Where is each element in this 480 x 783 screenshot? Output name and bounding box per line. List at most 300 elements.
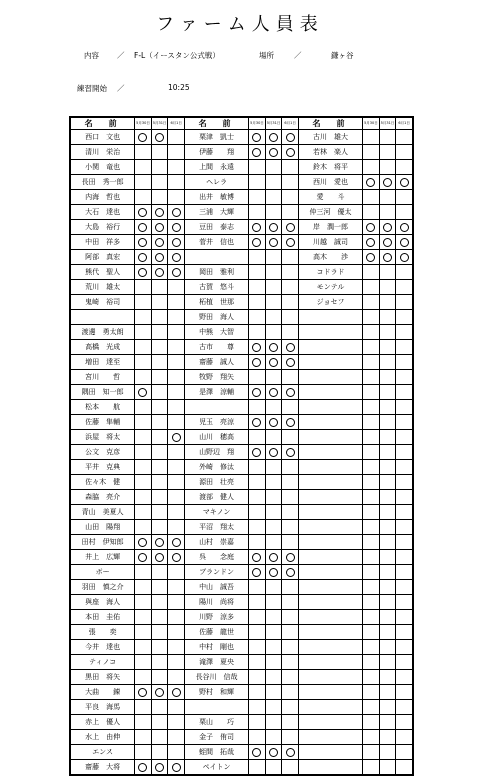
attendance-cell (249, 235, 266, 250)
attendance-cell (249, 745, 266, 760)
attendance-cell (282, 580, 299, 595)
attendance-cell (151, 700, 168, 715)
attendance-cell (151, 745, 168, 760)
attendance-cell (249, 340, 266, 355)
attendance-cell (265, 220, 282, 235)
attendance-cell (396, 220, 413, 235)
date-header: 6月1日 (282, 118, 299, 130)
attendance-circle-icon (366, 223, 375, 232)
player-name: 出井 敏博 (184, 190, 248, 205)
player-name: 外崎 修汰 (184, 460, 248, 475)
attendance-cell (396, 685, 413, 700)
table-row (71, 430, 413, 445)
attendance-cell (363, 370, 380, 385)
attendance-cell (282, 610, 299, 625)
attendance-circle-icon (286, 343, 295, 352)
attendance-cell (363, 535, 380, 550)
attendance-cell (282, 235, 299, 250)
attendance-cell (379, 760, 396, 775)
attendance-cell (282, 265, 299, 280)
attendance-cell (396, 610, 413, 625)
attendance-cell (151, 295, 168, 310)
table-row (71, 145, 413, 160)
table-row (71, 475, 413, 490)
attendance-circle-icon (138, 208, 147, 217)
player-name: 伊藤 翔 (184, 145, 248, 160)
attendance-cell (379, 250, 396, 265)
attendance-cell (151, 505, 168, 520)
attendance-circle-icon (269, 418, 278, 427)
player-name: ペイトン (184, 760, 248, 775)
attendance-cell (379, 160, 396, 175)
place-value: 鎌ヶ谷 (331, 51, 354, 60)
attendance-cell (265, 490, 282, 505)
player-name (298, 745, 362, 760)
attendance-cell (135, 235, 152, 250)
attendance-cell (249, 400, 266, 415)
table-row (71, 340, 413, 355)
attendance-cell (282, 670, 299, 685)
table-row (71, 565, 413, 580)
attendance-circle-icon (252, 418, 261, 427)
attendance-cell (249, 355, 266, 370)
attendance-cell (265, 280, 282, 295)
attendance-cell (249, 640, 266, 655)
attendance-cell (363, 445, 380, 460)
attendance-cell (168, 490, 185, 505)
attendance-cell (282, 445, 299, 460)
player-name (71, 310, 135, 325)
attendance-cell (151, 640, 168, 655)
player-name: 齋藤 誠人 (184, 355, 248, 370)
attendance-cell (282, 160, 299, 175)
player-name: ボー (71, 565, 135, 580)
attendance-cell (282, 415, 299, 430)
player-name (298, 700, 362, 715)
attendance-circle-icon (252, 388, 261, 397)
attendance-cell (135, 355, 152, 370)
attendance-cell (379, 415, 396, 430)
attendance-cell (151, 265, 168, 280)
player-name: エンス (71, 745, 135, 760)
attendance-circle-icon (269, 748, 278, 757)
attendance-circle-icon (155, 253, 164, 262)
attendance-cell (363, 640, 380, 655)
attendance-cell (168, 220, 185, 235)
attendance-cell (135, 580, 152, 595)
attendance-cell (249, 475, 266, 490)
player-name: ブランドン (184, 565, 248, 580)
attendance-cell (135, 490, 152, 505)
attendance-cell (282, 220, 299, 235)
attendance-cell (396, 160, 413, 175)
attendance-cell (135, 715, 152, 730)
player-name (298, 760, 362, 775)
attendance-cell (379, 730, 396, 745)
attendance-cell (151, 310, 168, 325)
player-name: 西川 愛也 (298, 175, 362, 190)
attendance-cell (379, 340, 396, 355)
attendance-cell (363, 430, 380, 445)
attendance-circle-icon (155, 763, 164, 772)
player-name: 今井 達也 (71, 640, 135, 655)
player-name: 山野辺 翔 (184, 445, 248, 460)
attendance-cell (265, 235, 282, 250)
attendance-cell (363, 190, 380, 205)
attendance-cell (135, 385, 152, 400)
table-row (71, 550, 413, 565)
attendance-cell (396, 625, 413, 640)
player-name: 野村 和輝 (184, 685, 248, 700)
attendance-cell (396, 595, 413, 610)
attendance-cell (265, 400, 282, 415)
player-name: 愛 斗 (298, 190, 362, 205)
attendance-cell (282, 595, 299, 610)
attendance-cell (135, 520, 152, 535)
attendance-cell (265, 385, 282, 400)
attendance-cell (135, 430, 152, 445)
player-name (298, 550, 362, 565)
player-name (298, 370, 362, 385)
attendance-cell (265, 340, 282, 355)
attendance-cell (135, 145, 152, 160)
player-name: 陽川 尚将 (184, 595, 248, 610)
player-name: 渡邊 勇太朗 (71, 325, 135, 340)
attendance-cell (265, 430, 282, 445)
player-name (298, 325, 362, 340)
attendance-cell (151, 490, 168, 505)
attendance-cell (168, 160, 185, 175)
attendance-cell (265, 415, 282, 430)
table-row (71, 205, 413, 220)
attendance-cell (396, 325, 413, 340)
table-row (71, 385, 413, 400)
attendance-circle-icon (269, 568, 278, 577)
table-row (71, 220, 413, 235)
player-name: 鬼崎 裕司 (71, 295, 135, 310)
attendance-cell (249, 670, 266, 685)
attendance-cell (168, 670, 185, 685)
player-name: 高木 渉 (298, 250, 362, 265)
attendance-circle-icon (155, 133, 164, 142)
player-name: 岡田 雅利 (184, 265, 248, 280)
player-name: 野田 海人 (184, 310, 248, 325)
player-name: 中村 剛也 (184, 640, 248, 655)
attendance-cell (249, 415, 266, 430)
attendance-cell (363, 745, 380, 760)
attendance-cell (249, 280, 266, 295)
attendance-circle-icon (252, 148, 261, 157)
attendance-circle-icon (286, 448, 295, 457)
attendance-circle-icon (172, 223, 181, 232)
attendance-circle-icon (138, 133, 147, 142)
player-name: 岸 潤一郎 (298, 220, 362, 235)
player-name: 熊代 聖人 (71, 265, 135, 280)
attendance-cell (135, 445, 152, 460)
attendance-cell (396, 430, 413, 445)
attendance-cell (168, 190, 185, 205)
content-value: F-L（イースタン公式戦） (134, 51, 220, 60)
table-row (71, 295, 413, 310)
attendance-circle-icon (366, 253, 375, 262)
date-header: 5月30日 (249, 118, 266, 130)
player-name: 公文 克彦 (71, 445, 135, 460)
attendance-cell (282, 640, 299, 655)
table-row (71, 610, 413, 625)
attendance-cell (379, 535, 396, 550)
attendance-circle-icon (286, 148, 295, 157)
attendance-cell (135, 700, 152, 715)
player-name (298, 730, 362, 745)
attendance-cell (168, 340, 185, 355)
player-name (298, 520, 362, 535)
attendance-cell (135, 340, 152, 355)
attendance-circle-icon (286, 238, 295, 247)
attendance-cell (379, 610, 396, 625)
table-row (71, 460, 413, 475)
attendance-cell (396, 370, 413, 385)
slash-1: ／ (117, 51, 125, 60)
player-name: 長谷川 信哉 (184, 670, 248, 685)
place-label: 場所 (259, 51, 274, 60)
attendance-cell (363, 415, 380, 430)
player-name: 長田 秀一郎 (71, 175, 135, 190)
player-name: 平沼 翔太 (184, 520, 248, 535)
attendance-circle-icon (138, 688, 147, 697)
header-row (71, 118, 413, 130)
attendance-circle-icon (286, 568, 295, 577)
attendance-circle-icon (252, 448, 261, 457)
attendance-cell (379, 520, 396, 535)
player-name: 川越 誠司 (298, 235, 362, 250)
player-name (298, 415, 362, 430)
attendance-cell (363, 235, 380, 250)
attendance-cell (363, 265, 380, 280)
attendance-cell (282, 400, 299, 415)
player-name: 中山 誠吾 (184, 580, 248, 595)
attendance-cell (396, 550, 413, 565)
attendance-cell (249, 655, 266, 670)
attendance-circle-icon (155, 238, 164, 247)
attendance-cell (379, 325, 396, 340)
attendance-cell (379, 400, 396, 415)
player-name (184, 400, 248, 415)
player-name: 鈴木 将平 (298, 160, 362, 175)
attendance-cell (396, 415, 413, 430)
start-value: 10:25 (168, 83, 190, 92)
attendance-cell (282, 745, 299, 760)
table-row (71, 175, 413, 190)
player-name: 森脇 亮介 (71, 490, 135, 505)
attendance-cell (396, 475, 413, 490)
table-row (71, 670, 413, 685)
attendance-circle-icon (286, 388, 295, 397)
attendance-cell (363, 700, 380, 715)
attendance-cell (363, 670, 380, 685)
attendance-cell (135, 370, 152, 385)
player-name: 渡部 健人 (184, 490, 248, 505)
player-name: 小関 竜也 (71, 160, 135, 175)
player-name (298, 490, 362, 505)
attendance-cell (363, 400, 380, 415)
player-name: 大曲 錬 (71, 685, 135, 700)
player-name (298, 340, 362, 355)
table-row (71, 325, 413, 340)
attendance-circle-icon (286, 358, 295, 367)
player-name: モンテル (298, 280, 362, 295)
attendance-cell (265, 145, 282, 160)
attendance-cell (396, 760, 413, 775)
attendance-cell (363, 460, 380, 475)
attendance-circle-icon (400, 253, 409, 262)
attendance-cell (282, 565, 299, 580)
attendance-cell (168, 760, 185, 775)
attendance-cell (363, 280, 380, 295)
attendance-cell (379, 385, 396, 400)
attendance-cell (151, 460, 168, 475)
attendance-cell (396, 700, 413, 715)
attendance-circle-icon (155, 553, 164, 562)
attendance-circle-icon (172, 433, 181, 442)
player-name: ティノコ (71, 655, 135, 670)
attendance-cell (168, 415, 185, 430)
attendance-cell (265, 745, 282, 760)
attendance-cell (396, 655, 413, 670)
attendance-cell (363, 160, 380, 175)
attendance-cell (249, 295, 266, 310)
attendance-circle-icon (252, 358, 261, 367)
attendance-cell (396, 745, 413, 760)
attendance-circle-icon (138, 763, 147, 772)
player-name: 大島 裕行 (71, 220, 135, 235)
attendance-circle-icon (286, 133, 295, 142)
attendance-cell (396, 310, 413, 325)
attendance-cell (249, 310, 266, 325)
player-name (298, 610, 362, 625)
player-name: 佐藤 隼輔 (71, 415, 135, 430)
attendance-circle-icon (400, 238, 409, 247)
player-name (298, 430, 362, 445)
player-name: 古市 尊 (184, 340, 248, 355)
attendance-cell (151, 235, 168, 250)
attendance-cell (265, 625, 282, 640)
attendance-cell (249, 715, 266, 730)
attendance-cell (379, 700, 396, 715)
attendance-cell (282, 325, 299, 340)
attendance-cell (363, 760, 380, 775)
attendance-cell (396, 565, 413, 580)
table-row (71, 730, 413, 745)
attendance-cell (282, 340, 299, 355)
attendance-cell (265, 580, 282, 595)
attendance-circle-icon (252, 748, 261, 757)
player-name (298, 535, 362, 550)
attendance-cell (135, 565, 152, 580)
attendance-cell (379, 685, 396, 700)
attendance-cell (168, 265, 185, 280)
attendance-cell (265, 250, 282, 265)
attendance-cell (379, 370, 396, 385)
table-row (71, 760, 413, 775)
player-name (298, 580, 362, 595)
attendance-circle-icon (252, 133, 261, 142)
player-name: 児玉 亮涼 (184, 415, 248, 430)
attendance-cell (265, 640, 282, 655)
player-name (298, 670, 362, 685)
player-name: 張 奕 (71, 625, 135, 640)
table-row (71, 415, 413, 430)
attendance-cell (168, 550, 185, 565)
attendance-circle-icon (269, 358, 278, 367)
attendance-cell (379, 265, 396, 280)
attendance-cell (363, 565, 380, 580)
player-name: 浜屋 将太 (71, 430, 135, 445)
player-name: 三浦 大輝 (184, 205, 248, 220)
attendance-cell (363, 520, 380, 535)
attendance-circle-icon (138, 388, 147, 397)
attendance-cell (265, 655, 282, 670)
attendance-cell (265, 205, 282, 220)
attendance-cell (379, 715, 396, 730)
roster-table (69, 116, 414, 776)
date-header: 5月31日 (151, 118, 168, 130)
player-name: 本田 圭佑 (71, 610, 135, 625)
table-row (71, 520, 413, 535)
attendance-circle-icon (383, 238, 392, 247)
attendance-cell (282, 685, 299, 700)
attendance-cell (151, 550, 168, 565)
player-name: 増田 達至 (71, 355, 135, 370)
attendance-cell (135, 175, 152, 190)
attendance-cell (249, 505, 266, 520)
attendance-cell (249, 490, 266, 505)
player-name (298, 655, 362, 670)
attendance-cell (363, 340, 380, 355)
date-header: 5月30日 (363, 118, 380, 130)
player-name: コドラド (298, 265, 362, 280)
attendance-cell (363, 490, 380, 505)
attendance-cell (151, 190, 168, 205)
attendance-cell (249, 325, 266, 340)
attendance-cell (379, 670, 396, 685)
attendance-circle-icon (383, 253, 392, 262)
attendance-cell (168, 445, 185, 460)
attendance-cell (282, 715, 299, 730)
attendance-cell (363, 655, 380, 670)
attendance-circle-icon (252, 343, 261, 352)
attendance-cell (168, 640, 185, 655)
attendance-cell (151, 670, 168, 685)
attendance-circle-icon (172, 763, 181, 772)
table-row (71, 535, 413, 550)
attendance-cell (282, 385, 299, 400)
attendance-cell (168, 400, 185, 415)
attendance-cell (379, 310, 396, 325)
attendance-cell (379, 190, 396, 205)
attendance-cell (379, 550, 396, 565)
player-name: 牧野 翔矢 (184, 370, 248, 385)
attendance-cell (168, 610, 185, 625)
attendance-cell (282, 475, 299, 490)
table-row (71, 280, 413, 295)
attendance-cell (282, 190, 299, 205)
attendance-cell (151, 220, 168, 235)
player-name: 上間 永遠 (184, 160, 248, 175)
start-label: 練習開始 (77, 84, 107, 93)
attendance-circle-icon (269, 238, 278, 247)
attendance-cell (168, 370, 185, 385)
attendance-cell (396, 670, 413, 685)
